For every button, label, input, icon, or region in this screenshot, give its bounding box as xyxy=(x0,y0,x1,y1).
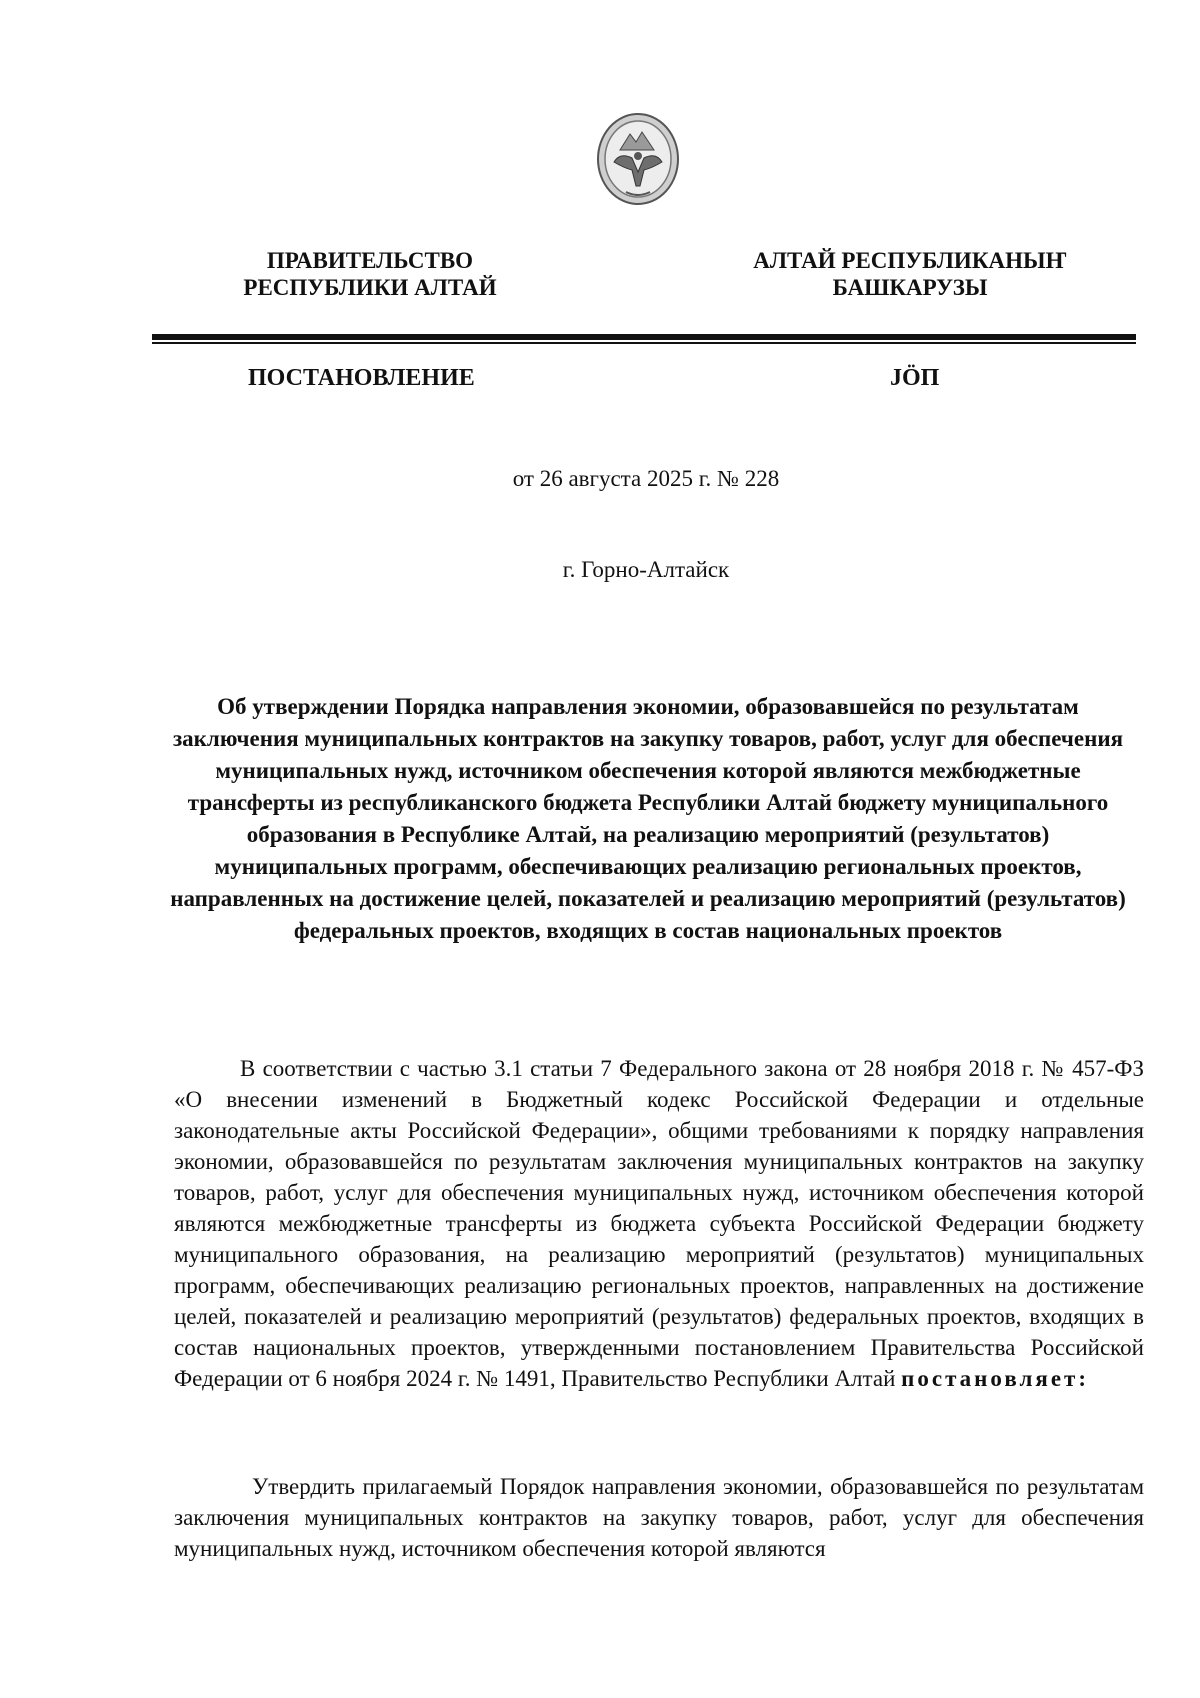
body-paragraph-text: Утвердить прилагаемый Порядок направления экономии, образовавшейся по результатам заключения муниципальных контрактов на закупку товаров, работ, услуг для обеспечения муниципальных нужд, источником обеспечения которой являются xyxy=(174,1474,1144,1561)
organization-name-russian xyxy=(230,247,510,301)
organization-name-line: ПРАВИТЕЛЬСТВО xyxy=(266,248,474,273)
body-paragraph-text: В соответствии с частью 3.1 статьи 7 Федерального закона от 28 ноября 2018 г. № 457-ФЗ «О внесении изменений в Бюджетный кодекс Российской Федерации и отдельные законодательные акты Российской Федерации», общими требованиями к порядку направления экономии, образовавшейся по результатам заключения муниципальных контрактов на закупку товаров, работ, услуг для обеспечения муниципальных нужд, источником обеспечения которой являются межбюджетные трансферты из бюджета субъекта Российской Федерации бюджету муниципального образования, на реализацию мероприятий (результатов) муниципальных программ, обеспечивающих реализацию региональных проектов, направленных на достижение целей, показателей и реализацию мероприятий (результатов) федеральных проектов, входящих в состав национальных проектов, утвержденными постановлением Правительства Российской Федерации от 6 ноября 2024 г. № 1491, Правительство Республики Алтай xyxy=(174,1056,1144,1391)
body-paragraph xyxy=(174,1053,1144,1394)
document-type-altai: JӦП xyxy=(890,365,940,391)
header-divider-thin xyxy=(152,342,1136,344)
document-title: Об утверждении Порядка направления экономии, образовавшейся по результатам заключения муниципальных контрактов на закупку товаров, работ, услуг для обеспечения муниципальных нужд, источником обеспечения которой являются межбюджетные трансферты из республиканского бюджета Республики Алтай бюджету муниципального образования в Республике Алтай, на реализацию мероприятий (результатов) муниципальных программ, обеспечивающих реализацию региональных проектов, направленных на достижение целей, показателей и реализацию мероприятий (результатов) федеральных проектов, входящих в состав национальных проектов xyxy=(170,694,1126,943)
document-date-number: от 26 августа 2025 г. № 228 xyxy=(512,466,780,491)
document-type-russian: ПОСТАНОВЛЕНИЕ xyxy=(248,365,475,391)
altai-republic-emblem-icon xyxy=(596,112,680,206)
organization-name-line: АЛТАЙ РЕСПУБЛИКАНЫҤ xyxy=(753,248,1067,273)
header-divider-thick xyxy=(152,334,1136,340)
organization-name-line: РЕСПУБЛИКИ АЛТАЙ xyxy=(243,275,497,300)
organization-name-line: БАШКАРУЗЫ xyxy=(832,275,988,300)
document-city: г. Горно-Алтайск xyxy=(562,557,730,582)
organization-name-altai xyxy=(700,247,1120,301)
resolution-keyword: постановляет: xyxy=(901,1366,1089,1391)
body-paragraph xyxy=(174,1471,1144,1564)
